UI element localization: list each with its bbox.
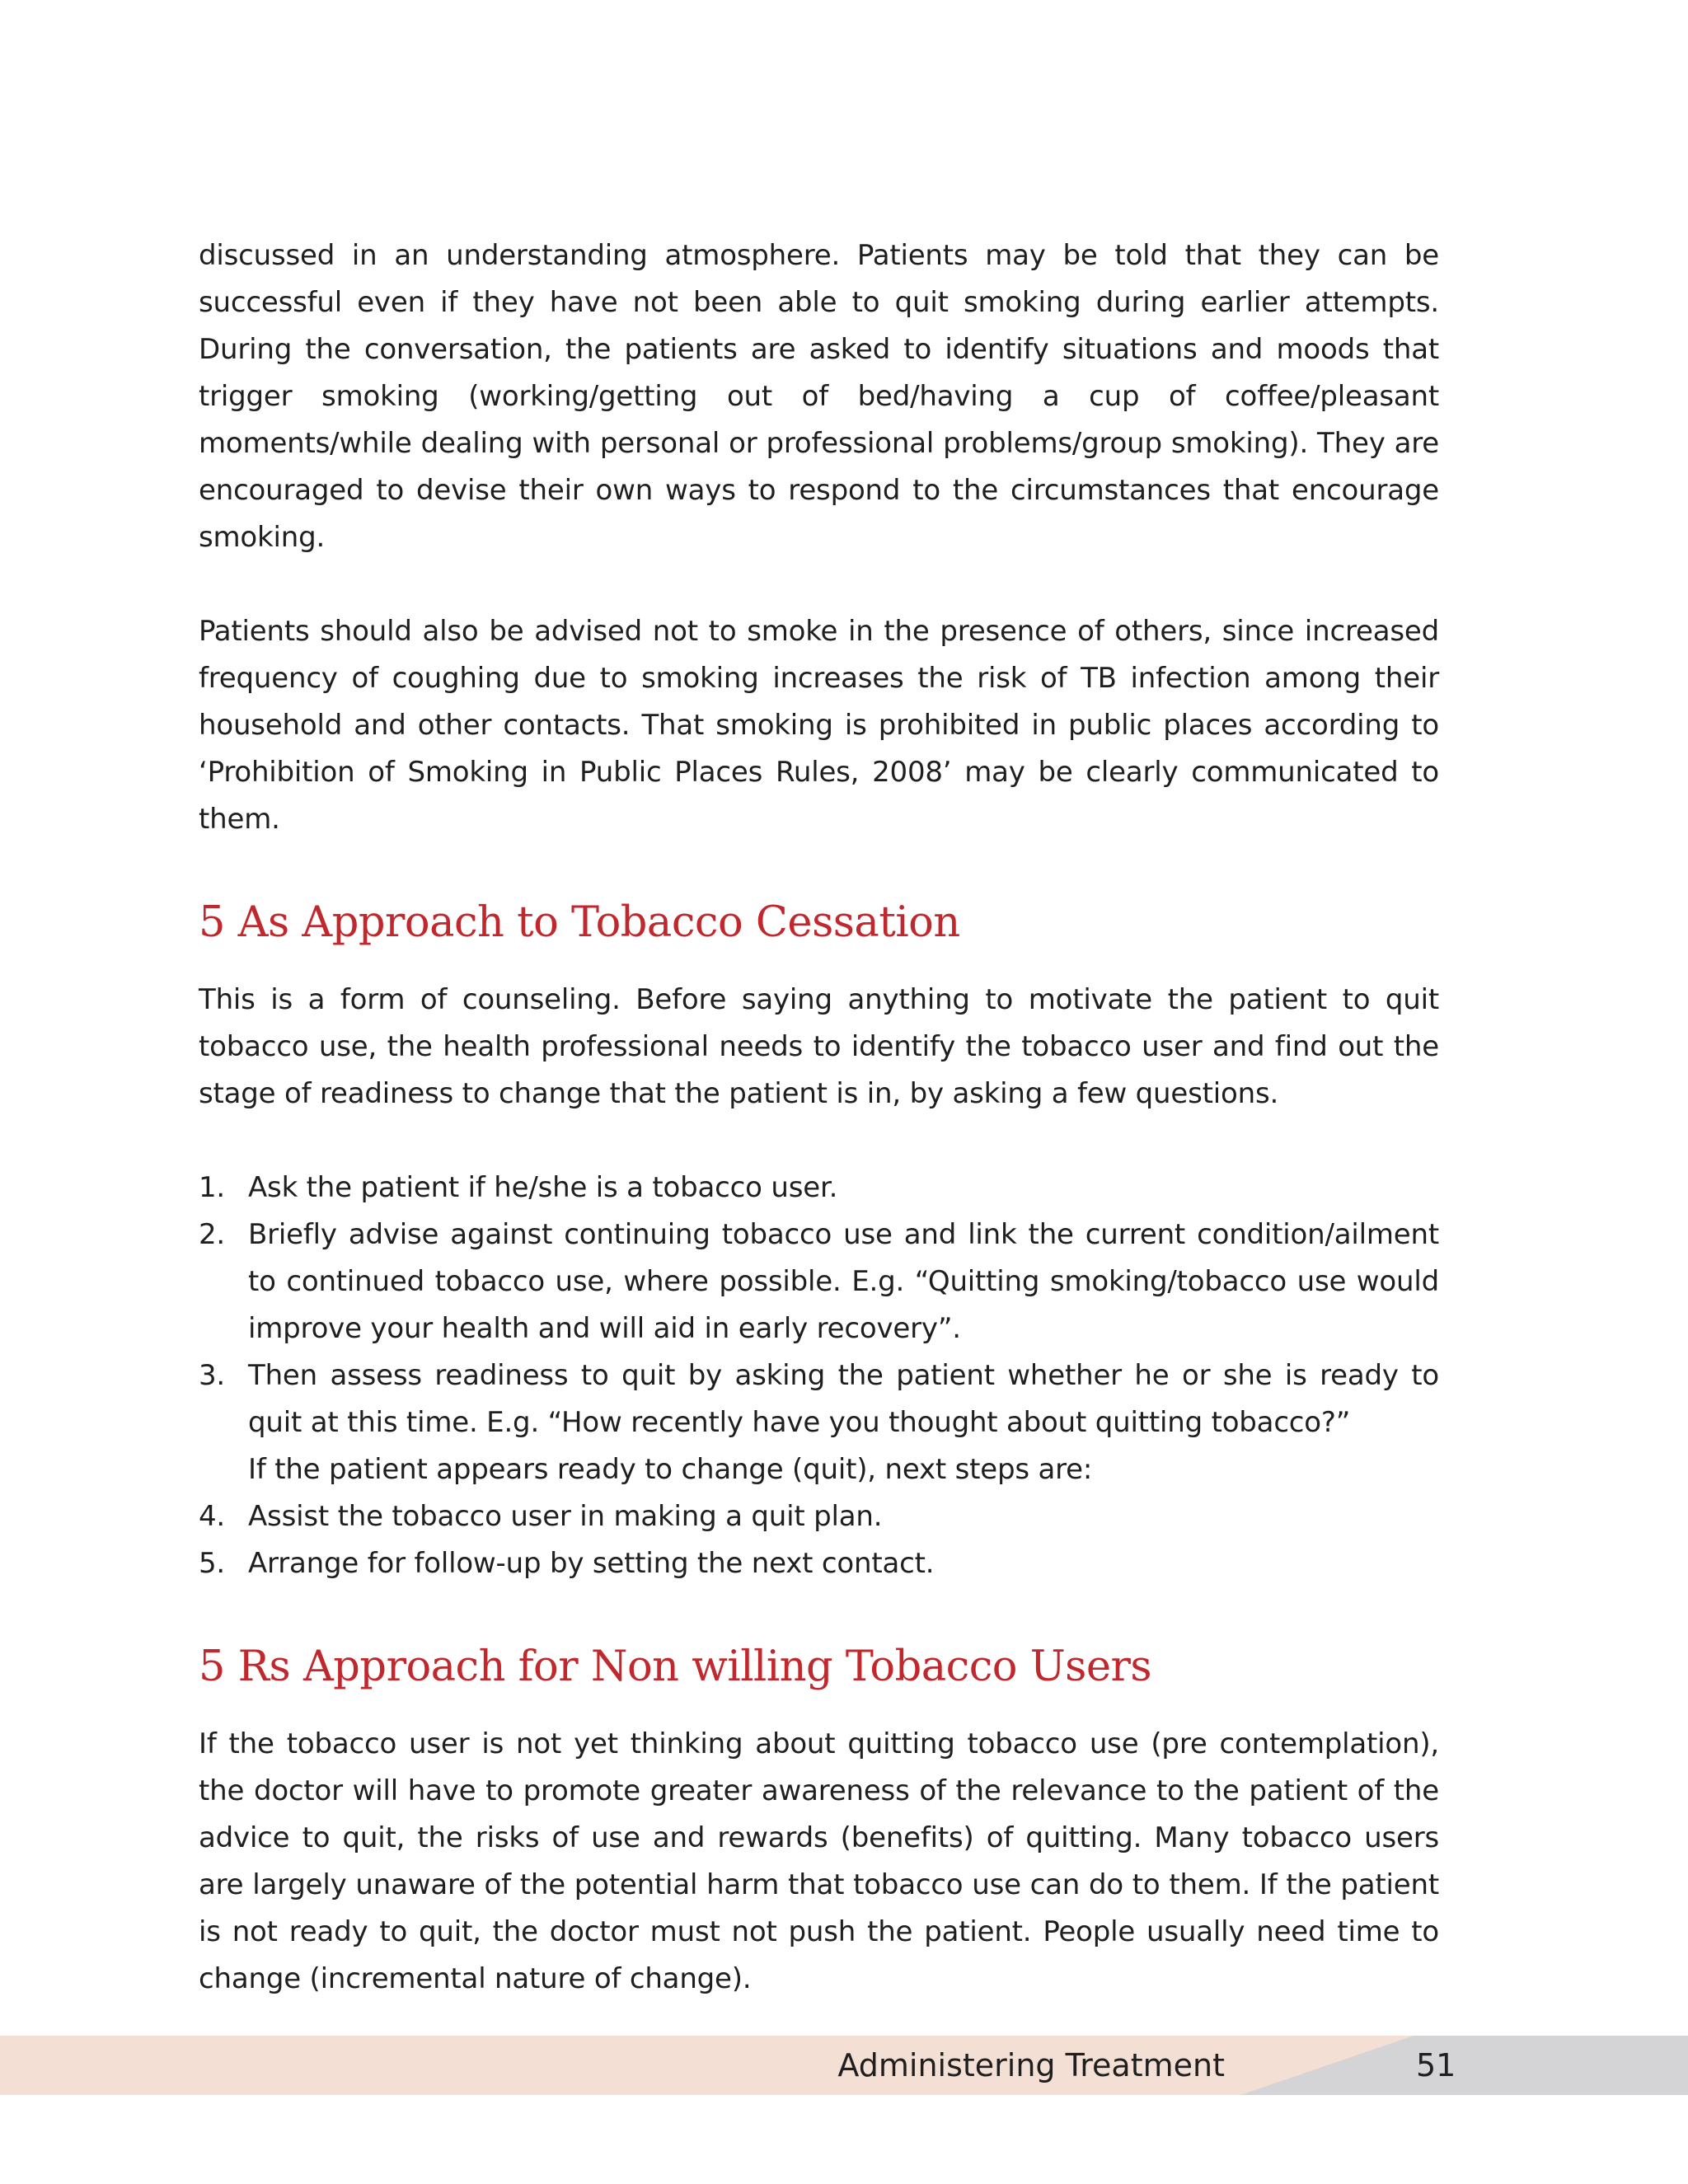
- list-item: [199, 1540, 1439, 1587]
- footer-section-title: Administering Treatment: [837, 2047, 1225, 2083]
- list-item-number: 2.: [199, 1218, 226, 1251]
- list-item-text: Ask the patient if he/she is a tobacco user.: [248, 1171, 838, 1204]
- list-item: [199, 1493, 1439, 1540]
- list-item-text: Assist the tobacco user in making a quit plan.: [248, 1500, 883, 1533]
- list-item-number: 3.: [199, 1359, 226, 1392]
- list-item-text: Then assess readiness to quit by asking the patient whether he or she is ready to quit at this time. E.g. “How recently have you thought about quitting tobacco?”: [248, 1359, 1439, 1439]
- steps-list: [199, 1165, 1439, 1587]
- body-paragraph: discussed in an understanding atmosphere. Patients may be told that they can be successful even if they have not been able to quit smoking during earlier attempts. During the conversation, the patients are asked to identify situations and moods that trigger smoking (working/getting out of bed/having a cup of coffee/pleasant moments/while dealing with personal or professional problems/group smoking). They are encouraged to devise their own ways to respond to the circumstances that encourage smoking.: [199, 239, 1439, 554]
- list-item-number: 4.: [199, 1500, 226, 1533]
- list-item: [199, 1165, 1439, 1212]
- list-item-note: If the patient appears ready to change (quit), next steps are:: [248, 1453, 1093, 1486]
- section-heading-5as: 5 As Approach to Tobacco Cessation: [199, 898, 960, 947]
- page-number: 51: [1416, 2047, 1456, 2083]
- body-paragraph: Patients should also be advised not to smoke in the presence of others, since increased frequency of coughing due to smoking increases the risk of TB infection among their household and other contacts. That smoking is prohibited in public places according to ‘Prohibition of Smoking in Public Places Rules, 2008’ may be clearly communicated to them.: [199, 615, 1439, 836]
- section-intro: This is a form of counseling. Before saying anything to motivate the patient to quit tobacco use, the health professional needs to identify the tobacco user and find out the stage of readiness to change that the patient is in, by asking a few questions.: [199, 983, 1439, 1110]
- list-item: [199, 1212, 1439, 1352]
- section-heading-5rs: 5 Rs Approach for Non willing Tobacco Users: [199, 1643, 1152, 1691]
- list-item-number: 1.: [199, 1171, 226, 1204]
- list-item-number: 5.: [199, 1547, 226, 1580]
- page-footer: [0, 2036, 1688, 2095]
- list-item-text: Arrange for follow-up by setting the next contact.: [248, 1547, 935, 1580]
- list-item-text: Briefly advise against continuing tobacco use and link the current condition/ailment to continued tobacco use, where possible. E.g. “Quitting smoking/tobacco use would improve your health and will aid in early recovery”.: [248, 1218, 1439, 1345]
- page-content: [199, 232, 1439, 2003]
- list-item: [199, 1352, 1439, 1493]
- body-paragraph: If the tobacco user is not yet thinking about quitting tobacco use (pre contemplation), the doctor will have to promote greater awareness of the relevance to the patient of the advice to quit, the risks of use and rewards (benefits) of quitting. Many tobacco users are largely unaware of the potential harm that tobacco use can do to them. If the patient is not ready to quit, the doctor must not push the patient. People usually need time to change (incremental nature of change).: [199, 1727, 1439, 1995]
